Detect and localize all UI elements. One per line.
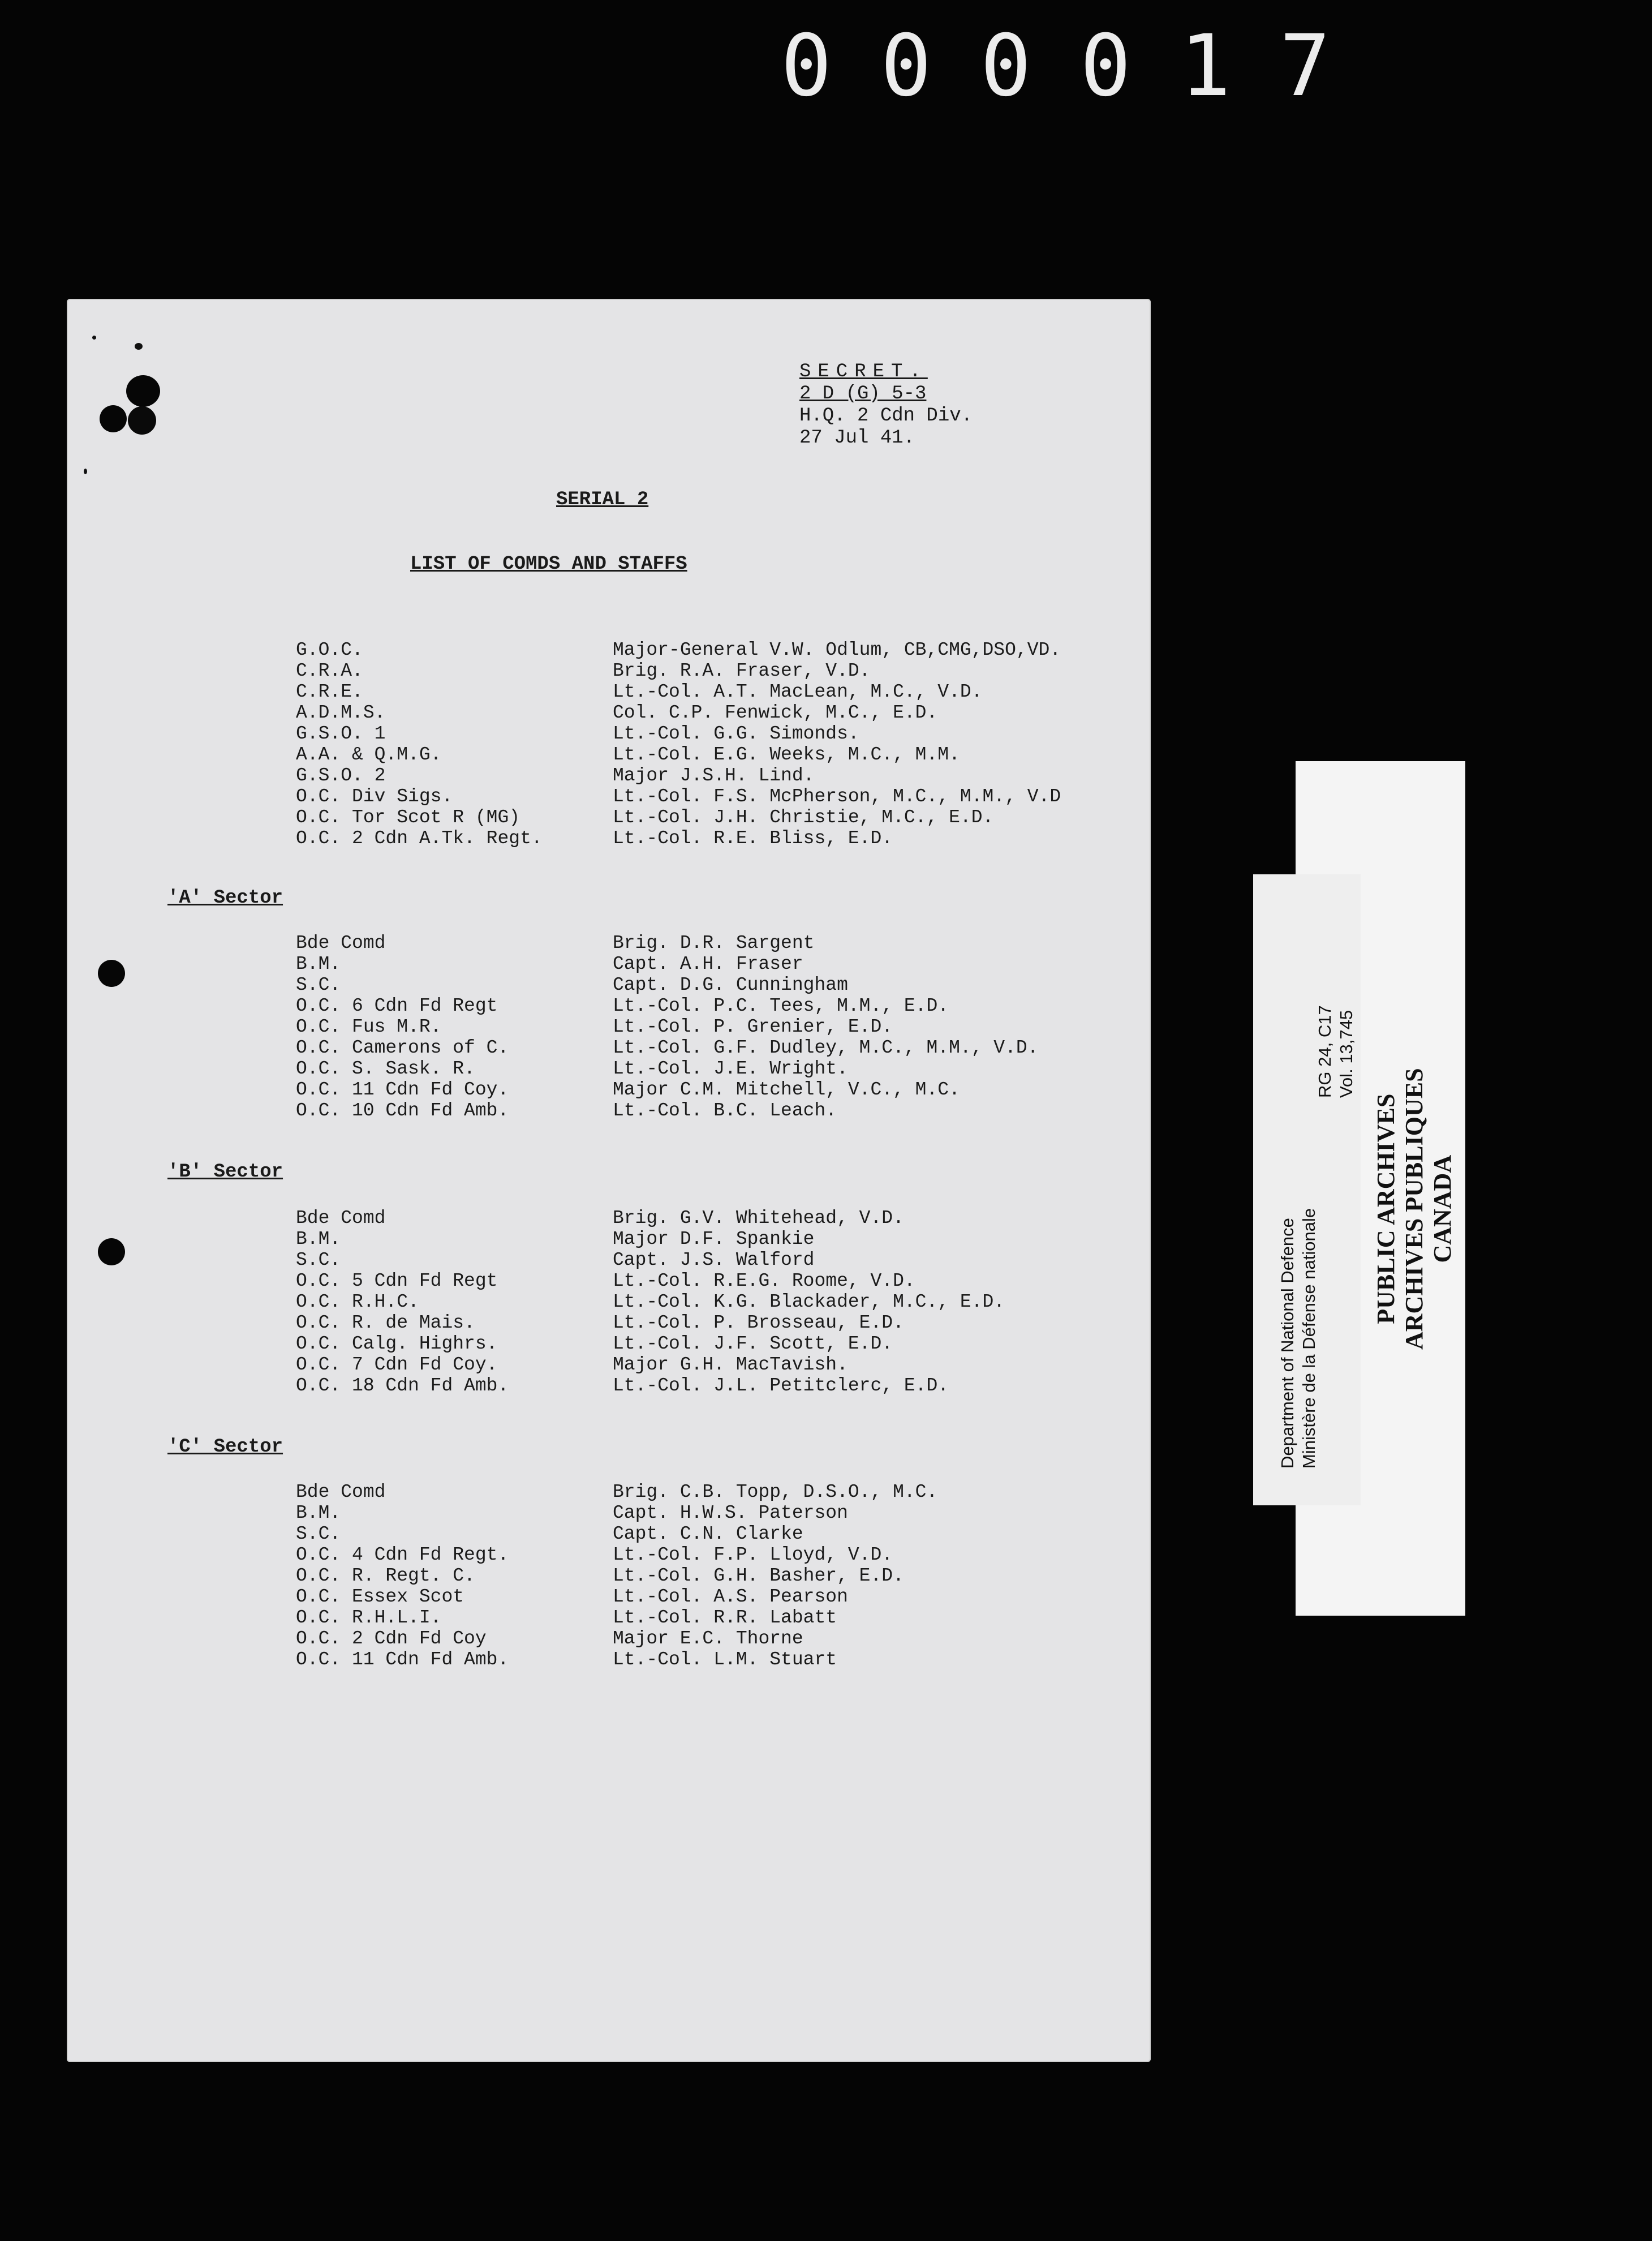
appointment: O.C. 6 Cdn Fd Regt — [296, 995, 498, 1016]
officer-name: Capt. D.G. Cunningham — [613, 974, 848, 995]
department-fr: Ministère de la Défense nationale — [1299, 1208, 1319, 1469]
department-label — [1277, 1208, 1320, 1469]
appointment: S.C. — [296, 1523, 341, 1544]
document-page — [67, 299, 1151, 2062]
officer-name: Lt.-Col. F.P. Lloyd, V.D. — [613, 1544, 893, 1565]
staff-row — [296, 744, 1128, 765]
punch-hole — [126, 375, 160, 407]
speck — [92, 336, 96, 340]
staff-row — [296, 1523, 1128, 1544]
staff-row — [296, 702, 1128, 723]
staff-row — [296, 1502, 1128, 1523]
staff-row — [296, 1565, 1128, 1586]
appointment: O.C. Div Sigs. — [296, 786, 453, 807]
staff-row — [296, 828, 1128, 849]
officer-name: Lt.-Col. J.H. Christie, M.C., E.D. — [613, 807, 994, 828]
staff-row — [296, 1375, 1128, 1396]
staff-row — [296, 1312, 1128, 1333]
staff-row — [296, 1079, 1128, 1100]
officer-name: Major-General V.W. Odlum, CB,CMG,DSO,VD. — [613, 639, 1061, 660]
officer-name: Lt.-Col. R.E. Bliss, E.D. — [613, 828, 893, 849]
staff-row — [296, 1607, 1128, 1628]
frame-number — [781, 17, 1335, 115]
officer-name: Lt.-Col. J.E. Wright. — [613, 1058, 848, 1079]
officer-name: Lt.-Col. L.M. Stuart — [613, 1649, 837, 1670]
appointment: O.C. 7 Cdn Fd Coy. — [296, 1354, 498, 1375]
archive-names — [1372, 1068, 1457, 1350]
staff-row — [296, 765, 1128, 786]
officer-name: Capt. J.S. Walford — [613, 1250, 815, 1270]
document-date: 27 Jul 41. — [799, 427, 915, 449]
frame-digit: 0 — [1079, 17, 1136, 115]
officer-name: Brig. D.R. Sargent — [613, 933, 815, 954]
speck — [84, 469, 87, 474]
department-en: Department of National Defence — [1277, 1218, 1297, 1469]
officer-name: Lt.-Col. J.L. Petitclerc, E.D. — [613, 1375, 949, 1396]
officer-name: Major C.M. Mitchell, V.C., M.C. — [613, 1079, 960, 1100]
staff-row — [296, 1270, 1128, 1291]
staff-row — [296, 639, 1128, 660]
officer-name: Lt.-Col. R.E.G. Roome, V.D. — [613, 1270, 915, 1291]
appointment: O.C. 18 Cdn Fd Amb. — [296, 1375, 509, 1396]
archive-reference-card — [1253, 874, 1361, 1505]
staff-row — [296, 1544, 1128, 1565]
officer-name: Lt.-Col. P. Brosseau, E.D. — [613, 1312, 904, 1333]
appointment: O.C. 5 Cdn Fd Regt — [296, 1270, 498, 1291]
document-header — [799, 361, 973, 449]
officer-name: Lt.-Col. G.F. Dudley, M.C., M.M., V.D. — [613, 1037, 1039, 1058]
officer-name: Brig. C.B. Topp, D.S.O., M.C. — [613, 1482, 938, 1502]
staff-row — [296, 1100, 1128, 1121]
officer-name: Lt.-Col. J.F. Scott, E.D. — [613, 1333, 893, 1354]
appointment: G.O.C. — [296, 639, 363, 660]
staff-row — [296, 723, 1128, 744]
appointment: O.C. R. de Mais. — [296, 1312, 475, 1333]
record-reference — [1314, 1005, 1357, 1098]
staff-row — [296, 1291, 1128, 1312]
archives-fr: ARCHIVES PUBLIQUES — [1400, 1068, 1428, 1350]
appointment: Bde Comd — [296, 933, 386, 954]
staff-row — [296, 786, 1128, 807]
appointment: O.C. 10 Cdn Fd Amb. — [296, 1100, 509, 1121]
officer-name: Lt.-Col. E.G. Weeks, M.C., M.M. — [613, 744, 960, 765]
officer-name: Major E.C. Thorne — [613, 1628, 803, 1649]
staff-row — [296, 1016, 1128, 1037]
staff-row — [296, 660, 1128, 681]
appointment: A.D.M.S. — [296, 702, 386, 723]
list-title: LIST OF COMDS AND STAFFS — [410, 553, 687, 575]
appointment: O.C. 11 Cdn Fd Amb. — [296, 1649, 509, 1670]
punch-hole — [100, 405, 127, 432]
officer-name: Lt.-Col. G.G. Simonds. — [613, 723, 859, 744]
appointment: O.C. S. Sask. R. — [296, 1058, 475, 1079]
officer-name: Capt. H.W.S. Paterson — [613, 1502, 848, 1523]
staff-row — [296, 995, 1128, 1016]
speck — [135, 343, 143, 350]
staff-row — [296, 1354, 1128, 1375]
officer-name: Lt.-Col. B.C. Leach. — [613, 1100, 837, 1121]
appointment: O.C. R. Regt. C. — [296, 1565, 475, 1586]
appointment: O.C. 11 Cdn Fd Coy. — [296, 1079, 509, 1100]
staff-row — [296, 807, 1128, 828]
punch-hole — [128, 406, 156, 435]
officer-name: Col. C.P. Fenwick, M.C., E.D. — [613, 702, 938, 723]
staff-row — [296, 954, 1128, 974]
officer-name: Major D.F. Spankie — [613, 1229, 815, 1250]
sector-heading-b: 'B' Sector — [167, 1161, 283, 1183]
record-group: RG 24, C17 — [1315, 1005, 1335, 1098]
appointment: B.M. — [296, 954, 341, 974]
appointment: S.C. — [296, 1250, 341, 1270]
staff-row — [296, 974, 1128, 995]
appointment: C.R.A. — [296, 660, 363, 681]
staff-row — [296, 1058, 1128, 1079]
volume-number: Vol. 13,745 — [1336, 1010, 1356, 1098]
staff-row — [296, 1586, 1128, 1607]
officer-name: Lt.-Col. P. Grenier, E.D. — [613, 1016, 893, 1037]
appointment: B.M. — [296, 1229, 341, 1250]
classification: SECRET. — [799, 361, 928, 383]
staff-row — [296, 1628, 1128, 1649]
officer-name: Lt.-Col. F.S. McPherson, M.C., M.M., V.D — [613, 786, 1061, 807]
frame-digit: 1 — [1180, 17, 1236, 115]
appointment: O.C. R.H.L.I. — [296, 1607, 442, 1628]
appointment: O.C. Camerons of C. — [296, 1037, 509, 1058]
officer-name: Capt. C.N. Clarke — [613, 1523, 803, 1544]
staff-row — [296, 1482, 1128, 1502]
staff-row — [296, 1229, 1128, 1250]
appointment: O.C. Calg. Highrs. — [296, 1333, 498, 1354]
officer-name: Lt.-Col. R.R. Labatt — [613, 1607, 837, 1628]
serial-title: SERIAL 2 — [556, 489, 649, 510]
appointment: O.C. R.H.C. — [296, 1291, 419, 1312]
frame-digit: 0 — [880, 17, 936, 115]
appointment: S.C. — [296, 974, 341, 995]
appointment: O.C. Essex Scot — [296, 1586, 464, 1607]
frame-digit: 0 — [781, 17, 837, 115]
officer-name: Lt.-Col. A.T. MacLean, M.C., V.D. — [613, 681, 983, 702]
officer-name: Lt.-Col. P.C. Tees, M.M., E.D. — [613, 995, 949, 1016]
appointment: Bde Comd — [296, 1482, 386, 1502]
staff-row — [296, 1333, 1128, 1354]
staff-row — [296, 1649, 1128, 1670]
officer-name: Major G.H. MacTavish. — [613, 1354, 848, 1375]
staff-row — [296, 1037, 1128, 1058]
punch-hole — [98, 1238, 125, 1265]
appointment: B.M. — [296, 1502, 341, 1523]
appointment: G.S.O. 2 — [296, 765, 386, 786]
staff-row — [296, 933, 1128, 954]
officer-name: Capt. A.H. Fraser — [613, 954, 803, 974]
staff-row — [296, 1208, 1128, 1229]
appointment: O.C. 2 Cdn Fd Coy — [296, 1628, 487, 1649]
appointment: C.R.E. — [296, 681, 363, 702]
officer-name: Brig. G.V. Whitehead, V.D. — [613, 1208, 904, 1229]
sector-heading-a: 'A' Sector — [167, 887, 283, 909]
file-reference: 2 D (G) 5-3 — [799, 383, 927, 405]
appointment: Bde Comd — [296, 1208, 386, 1229]
archives-country: CANADA — [1429, 1154, 1456, 1263]
headquarters: H.Q. 2 Cdn Div. — [799, 405, 973, 427]
appointment: O.C. 2 Cdn A.Tk. Regt. — [296, 828, 543, 849]
appointment: G.S.O. 1 — [296, 723, 386, 744]
appointment: O.C. Fus M.R. — [296, 1016, 442, 1037]
appointment: A.A. & Q.M.G. — [296, 744, 442, 765]
officer-name: Brig. R.A. Fraser, V.D. — [613, 660, 871, 681]
appointment: O.C. 4 Cdn Fd Regt. — [296, 1544, 509, 1565]
archives-en: PUBLIC ARCHIVES — [1372, 1093, 1400, 1324]
officer-name: Lt.-Col. K.G. Blackader, M.C., E.D. — [613, 1291, 1005, 1312]
staff-row — [296, 1250, 1128, 1270]
officer-name: Major J.S.H. Lind. — [613, 765, 815, 786]
frame-digit: 7 — [1279, 17, 1335, 115]
frame-digit: 0 — [980, 17, 1036, 115]
punch-hole — [98, 960, 125, 987]
staff-row — [296, 681, 1128, 702]
sector-heading-c: 'C' Sector — [167, 1436, 283, 1458]
officer-name: Lt.-Col. G.H. Basher, E.D. — [613, 1565, 904, 1586]
appointment: O.C. Tor Scot R (MG) — [296, 807, 520, 828]
officer-name: Lt.-Col. A.S. Pearson — [613, 1586, 848, 1607]
